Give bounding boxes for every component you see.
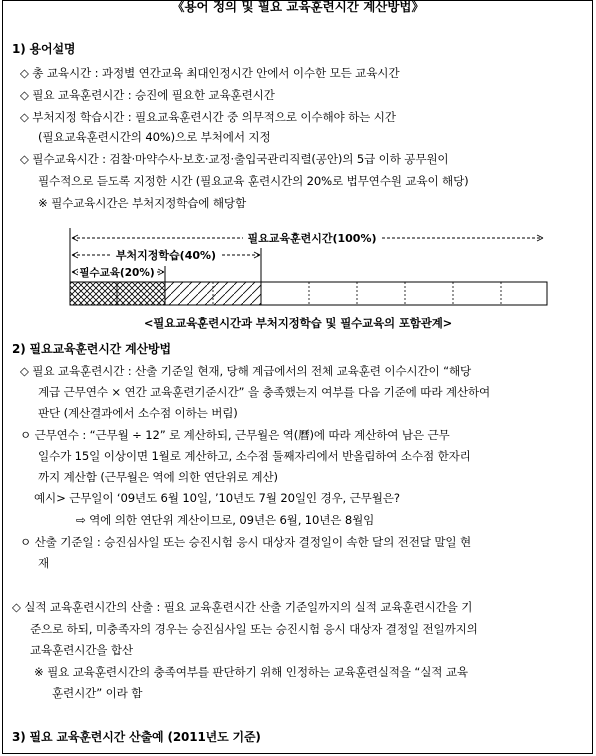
inclusion-diagram [0, 222, 596, 312]
calc-required-hours-cont1: 계급 근무연수 × 연간 교육훈련기준시간” 을 충족했는지 여부를 다음 기준에 따라 계산하여 [38, 385, 491, 399]
label-required: 필수교육(20%) [79, 267, 155, 279]
segment-required [70, 282, 165, 305]
note-mandatory-in-ministry: ※ 필수교육시간은 부처지정학습에 해당함 [38, 196, 247, 210]
example-question: 예시> 근무일이 ‘09년도 6월 10일, ’10년도 7월 20일인 경우, 근무월은? [34, 491, 400, 505]
page-title: 《용어 정의 및 필요 교육훈련시간 계산방법》 [171, 0, 425, 14]
segment-ministry [165, 282, 261, 305]
label-ministry: 부처지정학습(40%) [115, 249, 217, 262]
term-mandatory-hours: ◇ 필수교육시간 : 검찰·마약수사·보호·교정·출입국관리직렬(공안)의 5급 이하 공무원이 [20, 152, 449, 166]
section-3-heading: 3) 필요 교육훈련시간 산출예 (2011년도 기준) [12, 730, 261, 744]
calc-years-of-service-cont1: 일수가 15일 이상이면 1월로 계산하고, 소수점 둘째자리에서 반올림하여 소수점 한자리 [38, 449, 471, 463]
section-1-heading: 1) 용어설명 [12, 42, 76, 56]
note-actual-hours: ※ 필요 교육훈련시간의 충족여부를 판단하기 위해 인정하는 교육훈련실적을 “실적 교육 [34, 665, 468, 679]
diagram-caption: <필요교육훈련시간과 부처지정학습 및 필수교육의 포함관계> [143, 316, 453, 330]
calc-actual-hours-cont1: 준으로 하되, 미충족자의 경우는 승진심사일 또는 승진시험 응시 대상자 결정일 전일까지의 [30, 622, 478, 636]
segment-remaining [261, 282, 547, 305]
calc-reference-date-cont: 재 [38, 556, 50, 570]
calc-actual-hours-cont2: 교육훈련시간을 합산 [30, 643, 133, 657]
term-ministry-designated-hours-cont: (필요교육훈련시간의 40%)으로 부처에서 지정 [38, 130, 271, 144]
calc-required-hours-cont2: 판단 (계산결과에서 소수점 이하는 버림) [38, 406, 238, 420]
example-answer: ⇨ 역에 의한 연단위 계산이므로, 09년은 6월, 10년은 8월임 [76, 513, 375, 527]
calc-reference-date: ㅇ 산출 기준일 : 승진심사일 또는 승진시험 응시 대상자 결정일이 속한 달의 전전달 말일 현 [20, 535, 472, 549]
term-mandatory-hours-cont: 필수적으로 듣도록 지정한 시간 (필요교육 훈련시간의 20%로 법무연수원 교육이 해당) [38, 174, 469, 188]
calc-years-of-service-cont2: 까지 계산함 (근무월은 역에 의한 연단위로 계산) [38, 470, 278, 484]
section-2-heading: 2) 필요교육훈련시간 계산방법 [12, 342, 171, 356]
calc-actual-hours: ◇ 실적 교육훈련시간의 산출 : 필요 교육훈련시간 산출 기준일까지의 실적 교육훈련시간을 기 [12, 600, 473, 614]
term-ministry-designated-hours: ◇ 부처지정 학습시간 : 필요교육훈련시간 중 의무적으로 이수해야 하는 시간 [20, 110, 396, 124]
term-total-hours: ◇ 총 교육시간 : 과정별 연간교육 최대인정시간 안에서 이수한 모든 교육시간 [20, 66, 400, 80]
term-required-training-hours: ◇ 필요 교육훈련시간 : 승진에 필요한 교육훈련시간 [20, 88, 275, 102]
calc-years-of-service: ㅇ 근무연수 : “근무월 ÷ 12” 로 계산하되, 근무월은 역(曆)에 따라 계산하여 남은 근무 [20, 428, 450, 442]
label-total: 필요교육훈련시간(100%) [247, 232, 377, 245]
note-actual-hours-cont: 훈련시간” 이라 함 [52, 686, 143, 700]
calc-required-hours: ◇ 필요 교육훈련시간 : 산출 기준일 현재, 당해 계급에서의 전체 교육훈련 이수시간이 “해당 [20, 364, 472, 378]
